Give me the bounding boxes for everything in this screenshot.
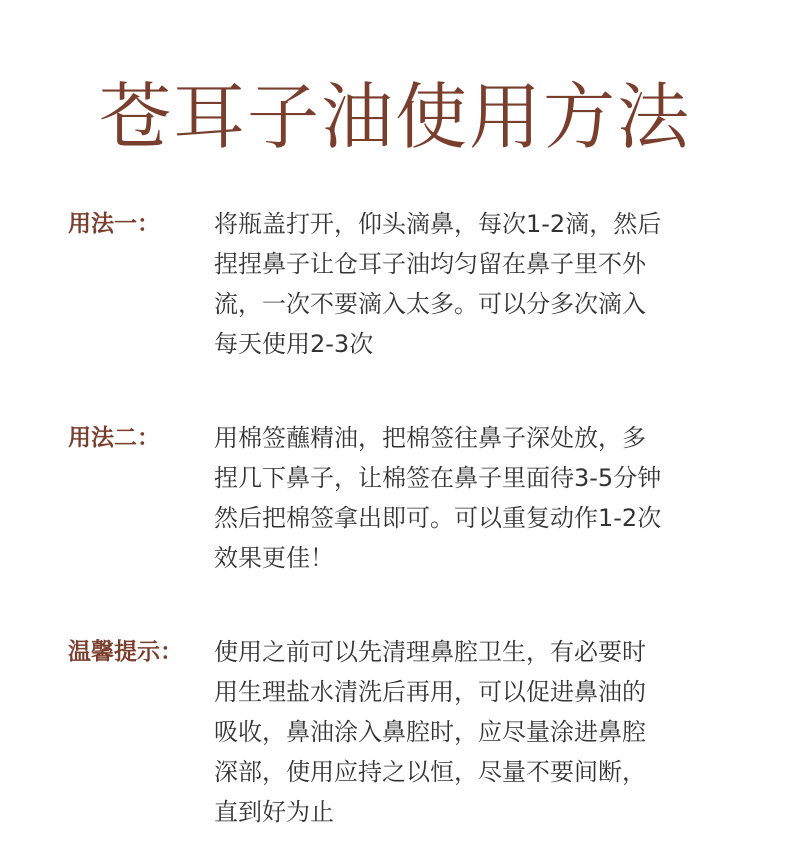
section-body (214, 632, 734, 832)
body-line: 将瓶盖打开，仰头滴鼻，每次1-2滴，然后 (214, 210, 662, 238)
section-label: 温馨提示： (68, 639, 183, 665)
section-body (214, 418, 734, 578)
body-line: 然后把棉签拿出即可。可以重复动作1-2次 (214, 504, 662, 532)
body-line: 深部，使用应持之以恒，尽量不要间断， (214, 758, 646, 786)
body-line: 效果更佳！ (214, 544, 334, 572)
section-body (214, 204, 734, 364)
section-label: 用法一： (68, 211, 160, 237)
section-label: 用法二： (68, 425, 160, 451)
body-line: 用棉签蘸精油，把棉签往鼻子深处放，多 (214, 424, 646, 452)
body-line: 直到好为止 (214, 798, 334, 826)
body-line: 流，一次不要滴入太多。可以分多次滴入 (214, 290, 646, 318)
body-line: 捏捏鼻子让仓耳子油均匀留在鼻子里不外 (214, 250, 646, 278)
page-title: 苍耳子油使用方法 (98, 75, 691, 159)
body-line: 每天使用2-3次 (214, 330, 374, 358)
body-line: 使用之前可以先清理鼻腔卫生，有必要时 (214, 638, 646, 666)
body-line: 用生理盐水清洗后再用，可以促进鼻油的 (214, 678, 646, 706)
body-line: 吸收，鼻油涂入鼻腔时，应尽量涂进鼻腔 (214, 718, 646, 746)
body-line: 捏几下鼻子，让棉签在鼻子里面待3-5分钟 (214, 464, 662, 492)
